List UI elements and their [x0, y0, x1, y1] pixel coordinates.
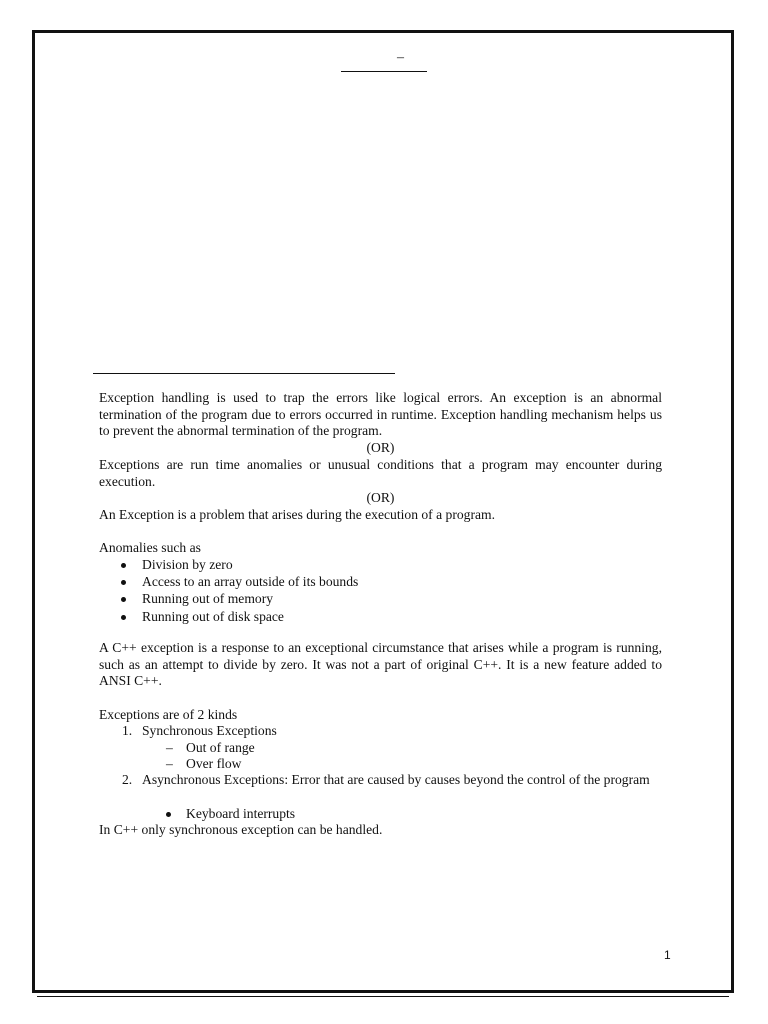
dash-marker: – — [166, 740, 173, 755]
kind-label: Asynchronous Exceptions: Error that are caused by causes beyond the control of the program — [142, 772, 650, 787]
sub-item-over-flow — [166, 756, 242, 773]
dash-marker: – — [166, 756, 173, 771]
kind-item-synchronous — [122, 723, 277, 740]
sub-item-out-of-range — [166, 740, 255, 757]
cpp-exception-paragraph: A C++ exception is a response to an exceptional circumstance that arises while a program is running, such as an attempt to divide by zero. It was not a part of original C++. It is a new feature added to ANSI C++. — [99, 640, 662, 689]
or-separator-1: (OR) — [366, 440, 395, 455]
or-separator-2: (OR) — [366, 490, 395, 505]
list-item: Running out of memory — [99, 590, 358, 607]
list-item: Access to an array outside of its bounds — [99, 573, 358, 590]
definition-paragraph-3: An Exception is a problem that arises during the execution of a program. — [99, 507, 495, 522]
closing-paragraph: In C++ only synchronous exception can be handled. — [99, 822, 383, 837]
kinds-intro: Exceptions are of 2 kinds — [99, 707, 238, 722]
list-number: 2. — [122, 772, 133, 787]
kind-item-asynchronous — [122, 772, 662, 789]
list-number: 1. — [122, 723, 133, 738]
anomalies-list — [99, 556, 358, 625]
list-item: Division by zero — [99, 556, 358, 573]
section-rule — [93, 373, 395, 374]
title-mark: – — [397, 50, 404, 65]
definition-paragraph-1: Exception handling is used to trap the errors like logical errors. An exception is an abnormal termination of the program due to errors occurred in runtime. Exception handling mechanism helps us to prevent the abnormal termination of the program. — [99, 390, 662, 439]
sub-item-label: Over flow — [186, 756, 242, 771]
list-item: Running out of disk space — [99, 608, 358, 625]
anomalies-intro: Anomalies such as — [99, 540, 201, 555]
title-underline — [341, 71, 427, 72]
page-number: 1 — [664, 948, 671, 962]
sub-item-keyboard-interrupts: Keyboard interrupts — [166, 806, 295, 823]
sub-item-label: Out of range — [186, 740, 255, 755]
definition-paragraph-2: Exceptions are run time anomalies or unusual conditions that a program may encounter during execution. — [99, 457, 662, 489]
kind-label: Synchronous Exceptions — [142, 723, 277, 738]
